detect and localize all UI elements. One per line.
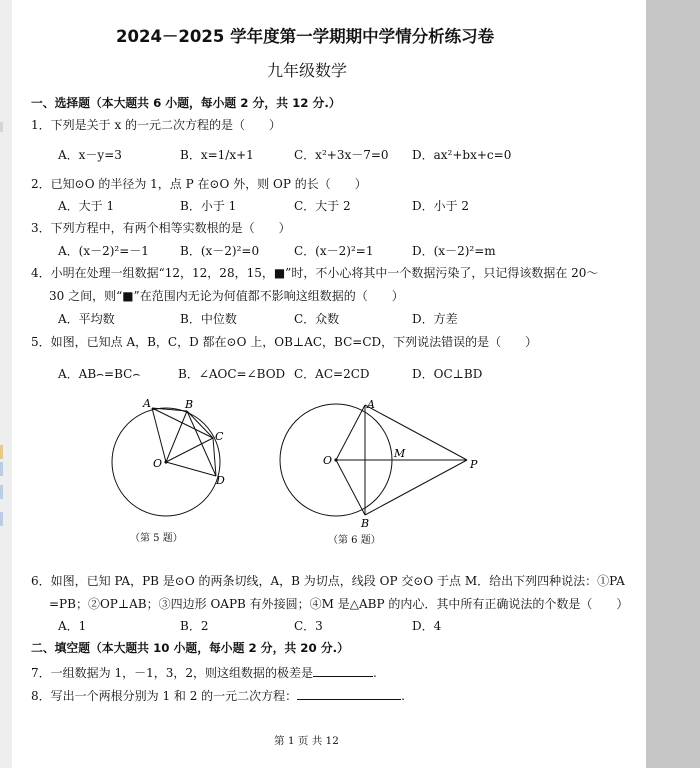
question-1-stem: 1．下列是关于 x 的一元二次方程的是（ ） <box>31 118 282 132</box>
fig6-label-b: B <box>361 517 370 530</box>
q1-option-b: B．x=1/x+1 <box>180 148 254 162</box>
document-page <box>12 0 646 768</box>
fig6-label-m: M <box>394 447 406 460</box>
figure-5-diagram <box>92 396 232 521</box>
q8-end: . <box>401 689 405 703</box>
q7-answer-blank <box>313 664 373 677</box>
section-heading-fill: 二、填空题（本大题共 10 小题，每小题 2 分，共 20 分.） <box>31 641 349 655</box>
question-4-stem-line1: 4．小明在处理一组数据“12，12，28，15，■”时，不小心将其中一个数据污染了，只记得该数据在 20～ <box>31 266 599 280</box>
q6-option-a: A．1 <box>58 619 87 633</box>
figure-6-diagram <box>274 392 484 532</box>
q3-option-a: A．(x－2)²=－1 <box>58 244 149 258</box>
q2-option-d: D．小于 2 <box>412 199 470 213</box>
sidebar-marker <box>0 485 3 499</box>
fig5-segment-oa <box>152 408 166 462</box>
q2-option-a: A．大于 1 <box>58 199 115 213</box>
fig5-label-a: A <box>143 397 151 410</box>
q6-option-c: C．3 <box>294 619 323 633</box>
sidebar-marker <box>0 462 3 476</box>
fig5-label-b: B <box>185 398 194 411</box>
q1-option-a: A．x－y=3 <box>58 148 122 162</box>
question-5-stem: 5．如图，已知点 A，B，C，D 都在⊙O 上，OB⊥AC，BC=CD，下列说法错误的是（ ） <box>31 335 538 349</box>
q4-option-a: A．平均数 <box>58 312 115 326</box>
document-title: 2024－2025 学年度第一学期期中学情分析练习卷 <box>116 27 495 46</box>
q3-option-d: D．(x－2)²=m <box>412 244 496 258</box>
q6-option-b: B．2 <box>180 619 209 633</box>
q8-answer-blank <box>297 687 401 700</box>
fig5-segment-bc <box>187 411 213 438</box>
q7-end: . <box>373 666 377 680</box>
q6-option-d: D．4 <box>412 619 442 633</box>
fill-question-8 <box>31 687 405 704</box>
question-4-stem-line2: 30 之间，则“■”在范围内无论为何值都不影响这组数据的（ ） <box>49 289 404 303</box>
fig5-label-d: D <box>216 474 225 487</box>
fig5-label-o: O <box>153 457 163 470</box>
fill-question-7 <box>31 664 377 681</box>
q1-option-d: D．ax²+bx+c=0 <box>412 148 512 162</box>
question-6-stem-line2: =PB；②OP⊥AB；③四边形 OAPB 有外接圆；④M 是△ABP 的内心．其中所有正确说法的个数是（ ） <box>49 597 629 611</box>
q4-option-c: C．众数 <box>294 312 340 326</box>
q3-option-c: C．(x－2)²=1 <box>294 244 374 258</box>
q4-option-b: B．中位数 <box>180 312 237 326</box>
fig5-label-c: C <box>215 430 224 443</box>
figure-6-caption: （第 6 题） <box>328 535 381 546</box>
fig5-segment-od <box>166 462 216 476</box>
sidebar-marker <box>0 122 3 132</box>
sidebar-marker <box>0 512 3 526</box>
sidebar-marker <box>0 445 3 459</box>
q5-option-d: D．OC⊥BD <box>412 367 483 381</box>
q7-text: 7．一组数据为 1，－1，3，2，则这组数据的极差是 <box>31 666 313 680</box>
q5-option-b: B．∠AOC=∠BOD <box>178 367 286 381</box>
fig5-segment-ob <box>166 411 187 462</box>
left-sidebar-strip <box>0 0 12 768</box>
question-3-stem: 3．下列方程中，有两个相等实数根的是（ ） <box>31 221 291 235</box>
fig6-label-o: O <box>323 454 333 467</box>
q1-option-c: C．x²+3x－7=0 <box>294 148 389 162</box>
fig6-center-dot <box>334 458 337 461</box>
fig5-segment-oc <box>166 438 213 462</box>
right-gray-pane <box>646 0 700 768</box>
question-2-stem: 2．已知⊙O 的半径为 1，点 P 在⊙O 外，则 OP 的长（ ） <box>31 177 367 191</box>
fig6-label-p: P <box>470 458 478 471</box>
q5-option-c: C．AC=2CD <box>294 367 370 381</box>
q3-option-b: B．(x－2)²=0 <box>180 244 260 258</box>
section-heading-choice: 一、选择题（本大题共 6 小题，每小题 2 分，共 12 分.） <box>31 96 341 110</box>
q8-text: 8．写出一个两根分别为 1 和 2 的一元二次方程： <box>31 689 298 703</box>
question-6-stem-line1: 6．如图，已知 PA，PB 是⊙O 的两条切线，A，B 为切点，线段 OP 交⊙O 于点 M．给出下列四种说法：①PA <box>31 574 625 588</box>
fig6-segment-oa <box>336 405 365 460</box>
q5-option-a: A．AB⌢=BC⌢ <box>58 367 141 381</box>
q2-option-b: B．小于 1 <box>180 199 237 213</box>
fig6-tangent-pb <box>365 460 467 515</box>
q4-option-d: D．方差 <box>412 312 458 326</box>
figure-5-caption: （第 5 题） <box>130 533 183 544</box>
document-subtitle: 九年级数学 <box>267 61 348 80</box>
fig6-segment-ob <box>336 460 365 515</box>
fig5-center-dot <box>164 460 167 463</box>
fig6-tangent-pa <box>365 405 467 460</box>
q2-option-c: C．大于 2 <box>294 199 351 213</box>
page-footer: 第 1 页 共 12 <box>274 735 339 747</box>
fig6-label-a: A <box>367 398 375 411</box>
